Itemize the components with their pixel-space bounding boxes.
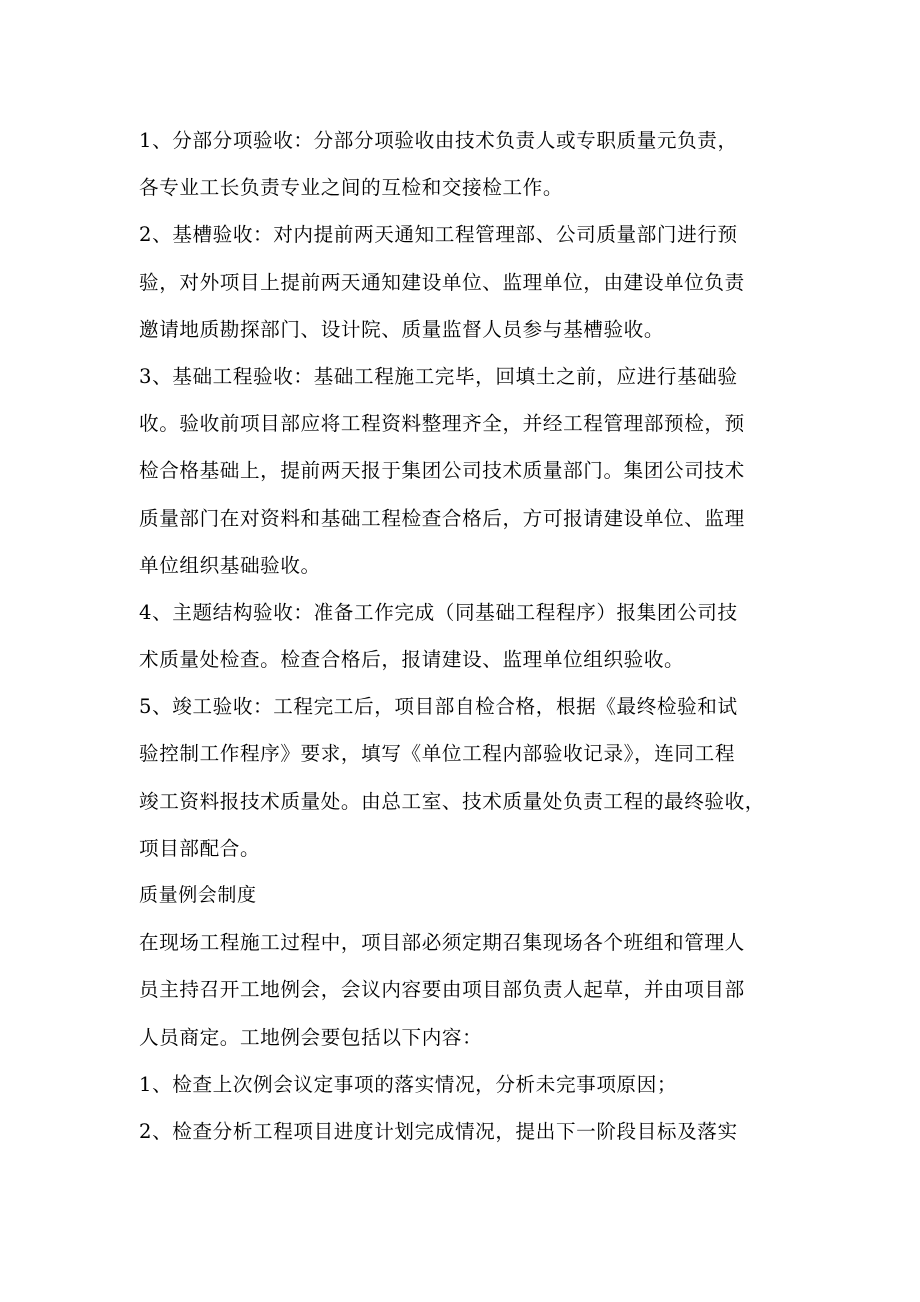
text-line: 人员商定。工地例会要包括以下内容：: [139, 1025, 483, 1049]
text-line: 5、竣工验收：工程完工后，项目部自检合格，根据《最终检验和试: [139, 695, 738, 719]
text-line: 验控制工作程序》要求，填写《单位工程内部验收记录》，连同工程: [139, 742, 736, 766]
text-line: 收。验收前项目部应将工程资料整理齐全，并经工程管理部预检，预: [139, 412, 745, 436]
text-line: 2、检查分析工程项目进度计划完成情况，提出下一阶段目标及落实: [139, 1119, 738, 1143]
list-item-meeting-2: [139, 1108, 784, 1155]
text-line: 项目部配合。: [139, 836, 261, 860]
document-body: [139, 117, 784, 1155]
section-heading-quality-meeting: [139, 872, 784, 919]
paragraph-acceptance-subdivision: [139, 117, 784, 211]
text-line: 验，对外项目上提前两天通知建设单位、监理单位，由建设单位负责: [139, 270, 745, 294]
text-line: 员主持召开工地例会，会议内容要由项目部负责人起草，并由项目部: [139, 978, 745, 1002]
text-line: 质量部门在对资料和基础工程检查合格后，方可报请建设单位、监理: [139, 506, 745, 530]
text-line: 邀请地质勘探部门、设计院、质量监督人员参与基槽验收。: [139, 317, 665, 341]
paragraph-acceptance-main-structure: [139, 589, 784, 683]
text-line: 单位组织基础验收。: [139, 553, 321, 577]
text-line: 术质量处检查。检查合格后，报请建设、监理单位组织验收。: [139, 648, 685, 672]
paragraph-acceptance-completion: [139, 683, 784, 872]
text-line: 4、主题结构验收：准备工作完成（同基础工程程序）报集团公司技: [139, 600, 738, 624]
text-line: 各专业工长负责专业之间的互检和交接检工作。: [139, 176, 564, 200]
section-heading: 质量例会制度: [139, 884, 257, 906]
paragraph-acceptance-foundation-trench: [139, 211, 784, 353]
paragraph-meeting-intro: [139, 919, 784, 1061]
text-line: 在现场工程施工过程中，项目部必须定期召集现场各个班组和管理人: [139, 931, 745, 955]
text-line: 3、基础工程验收：基础工程施工完毕，回填土之前，应进行基础验: [139, 364, 738, 388]
text-line: 2、基槽验收：对内提前两天通知工程管理部、公司质量部门进行预: [139, 223, 738, 247]
text-line: 检合格基础上，提前两天报于集团公司技术质量部门。集团公司技术: [139, 459, 745, 483]
text-line: 1、分部分项验收：分部分项验收由技术负责人或专职质量元负责，: [139, 129, 738, 152]
paragraph-acceptance-foundation-works: [139, 353, 784, 589]
list-item-meeting-1: [139, 1061, 784, 1108]
text-line: 竣工资料报技术质量处。由总工室、技术质量处负责工程的最终验收，: [139, 789, 766, 813]
text-line: 1、检查上次例会议定事项的落实情况，分析未完事项原因；: [139, 1072, 678, 1096]
